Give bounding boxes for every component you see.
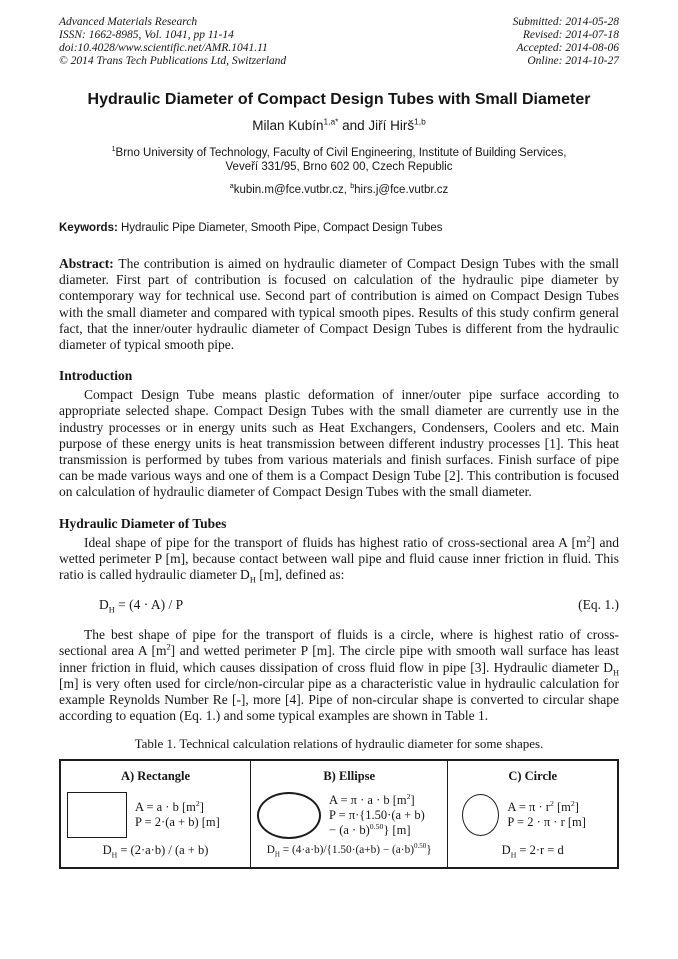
affiliation-line-1: $^1$Brno University of Technology, Faculty of Civil Engineering, Institute of Building Services, (111, 145, 567, 159)
journal-title: Advanced Materials Research (59, 16, 198, 28)
table1-caption: Table 1. Technical calculation relations of hydraulic diameter for some shapes. (134, 736, 544, 752)
rectangle-formulas (135, 800, 220, 830)
affiliation-line-2: Veveří 331/95, Brno 602 00, Czech Republic (225, 161, 453, 173)
formula-line: $A = \pi \cdot r^2$ $[m^2]$ (507, 799, 579, 815)
rectangle-dh-formula: $D_H = (2\cdot a\cdot b) / (a + b)$ (102, 843, 209, 860)
circle-shape-icon (462, 794, 499, 836)
formula-line: P = 2 · π · r [m] (507, 815, 586, 830)
ellipse-cell-body (251, 787, 447, 843)
formula-line: P = π·{1.50·(a + b) (329, 807, 425, 822)
keywords-label: Keywords: (59, 222, 118, 234)
section-heading-hydraulic-diameter: Hydraulic Diameter of Tubes (59, 515, 227, 531)
equation-1 (59, 597, 619, 613)
rectangle-shape-icon (67, 792, 127, 838)
body-paragraph-2: The best shape of pipe for the transport of fluids is a circle, where is highest ratio of cross-sectional area A $[m^2]$ and wetted perimeter P [m]. The circle pipe with smooth wall surface has least inner friction in fluid, which causes dissipation of cross fluid flow in pipe [3]. Hydraulic diameter $D_H$ [m] is very often used for circle/non-circular pipe as a characteristic value in hydraulic calculation for example Reynolds Number Re [-], more [4]. Pipe of non-circular shape is converted to circular shape according to equation (Eq. 1.) and some typical examples are shown in Table 1. (59, 627, 619, 724)
online-date: Online: 2014-10-27 (527, 55, 619, 67)
table1 (59, 759, 619, 869)
formula-line: − $(a \cdot b)^{0.50}$} [m] (329, 821, 411, 837)
introduction-paragraph: Compact Design Tube means plastic deformation of inner/outer pipe surface according to appropriate selected shape. Compact Design Tubes with the small diameter are currently use in the industry processes or in energy units such as Heat Exchangers, Condensers, Coolers and etc. Main purpose of these energy units is heat transmission between different industry processes [1]. This heat transmission is performed by tubes from various materials and finish surfaces. Finish surface of pipe can be made various ways and one of them is a Compact Design Tube [2]. This contribution is focused on calculation of hydraulic diameter of Compact Design Tubes with the small diameter. (59, 387, 619, 500)
journal-doi: doi:10.4028/www.scientific.net/AMR.1041.11 (59, 42, 268, 54)
journal-copyright: © 2014 Trans Tech Publications Ltd, Switzerland (59, 55, 287, 67)
affiliation-block (59, 146, 619, 174)
keywords-line (59, 221, 619, 235)
circle-dh-formula: $D_H = 2\cdot r = d$ (501, 843, 564, 860)
column-header-rectangle: A) Rectangle (120, 769, 191, 784)
circle-cell-body (448, 787, 617, 843)
rectangle-cell-body (61, 787, 250, 843)
ellipse-shape-icon (257, 792, 321, 839)
formula-line: A = a · b $[m^2]$ (135, 799, 204, 815)
journal-header (59, 16, 619, 68)
emails-line: $^a$kubin.m@fce.vutbr.cz, $^b$hirs.j@fce.vutbr.cz (229, 182, 449, 196)
column-header-circle: C) Circle (508, 769, 558, 784)
paper-title: Hydraulic Diameter of Compact Design Tubes with Small Diameter (87, 91, 591, 108)
body-paragraph-1: Ideal shape of pipe for the transport of fluids has highest ratio of cross-sectional area A $[m^2]$ and wetted perimeter P [m], because contact between wall pipe and fluid cause inner friction in fluid. This ratio is called hydraulic diameter $D_H$ [m], defined as: (59, 534, 619, 585)
equation-label: (Eq. 1.) (578, 597, 619, 613)
abstract-paragraph: Abstract: The contribution is aimed on hydraulic diameter of Compact Design Tubes with the small diameter. First part of contribution is focused on calculation of the hydraulic pipe diameter by contemporary way for technical use. Second part of contribution is aimed on Compact Design Tubes with the small diameter and compared with typical smooth pipes. Results of this study confirm general fact, that the inner/outer hydraulic diameter of Compact Design Tubes is different from the hydraulic diameter of typical smooth pipe. (59, 256, 619, 353)
journal-info (59, 16, 286, 68)
ellipse-formulas (329, 793, 425, 838)
table-column-ellipse (250, 761, 447, 867)
submitted-date: Submitted: 2014-05-28 (512, 16, 619, 28)
keywords-text: Hydraulic Pipe Diameter, Smooth Pipe, Compact Design Tubes (117, 222, 443, 234)
circle-formulas (507, 800, 586, 830)
revised-date: Revised: 2014-07-18 (522, 29, 619, 41)
table-column-circle (447, 761, 617, 867)
table-column-rectangle (61, 761, 250, 867)
formula-line: A = π · a · b $[m^2]$ (329, 791, 415, 807)
section-heading-introduction: Introduction (59, 368, 133, 384)
formula-line: P = 2·(a + b) [m] (135, 815, 220, 830)
ellipse-dh-formula: $D_H = (4\cdot a\cdot b)/\{1.50\cdot(a+b) - (a\cdot b)^{0.50}\}$ (266, 842, 432, 859)
equation-expression: $D_H = (4 \cdot A) / P$ (99, 597, 184, 615)
authors-line: Milan Kubín$^{1,a*}$ and Jiří Hirš$^{1,b}$ (252, 116, 426, 133)
journal-issn-volume: ISSN: 1662-8985, Vol. 1041, pp 11-14 (59, 29, 234, 41)
column-header-ellipse: B) Ellipse (323, 769, 376, 784)
submission-dates (513, 16, 619, 68)
accepted-date: Accepted: 2014-08-06 (516, 42, 619, 54)
